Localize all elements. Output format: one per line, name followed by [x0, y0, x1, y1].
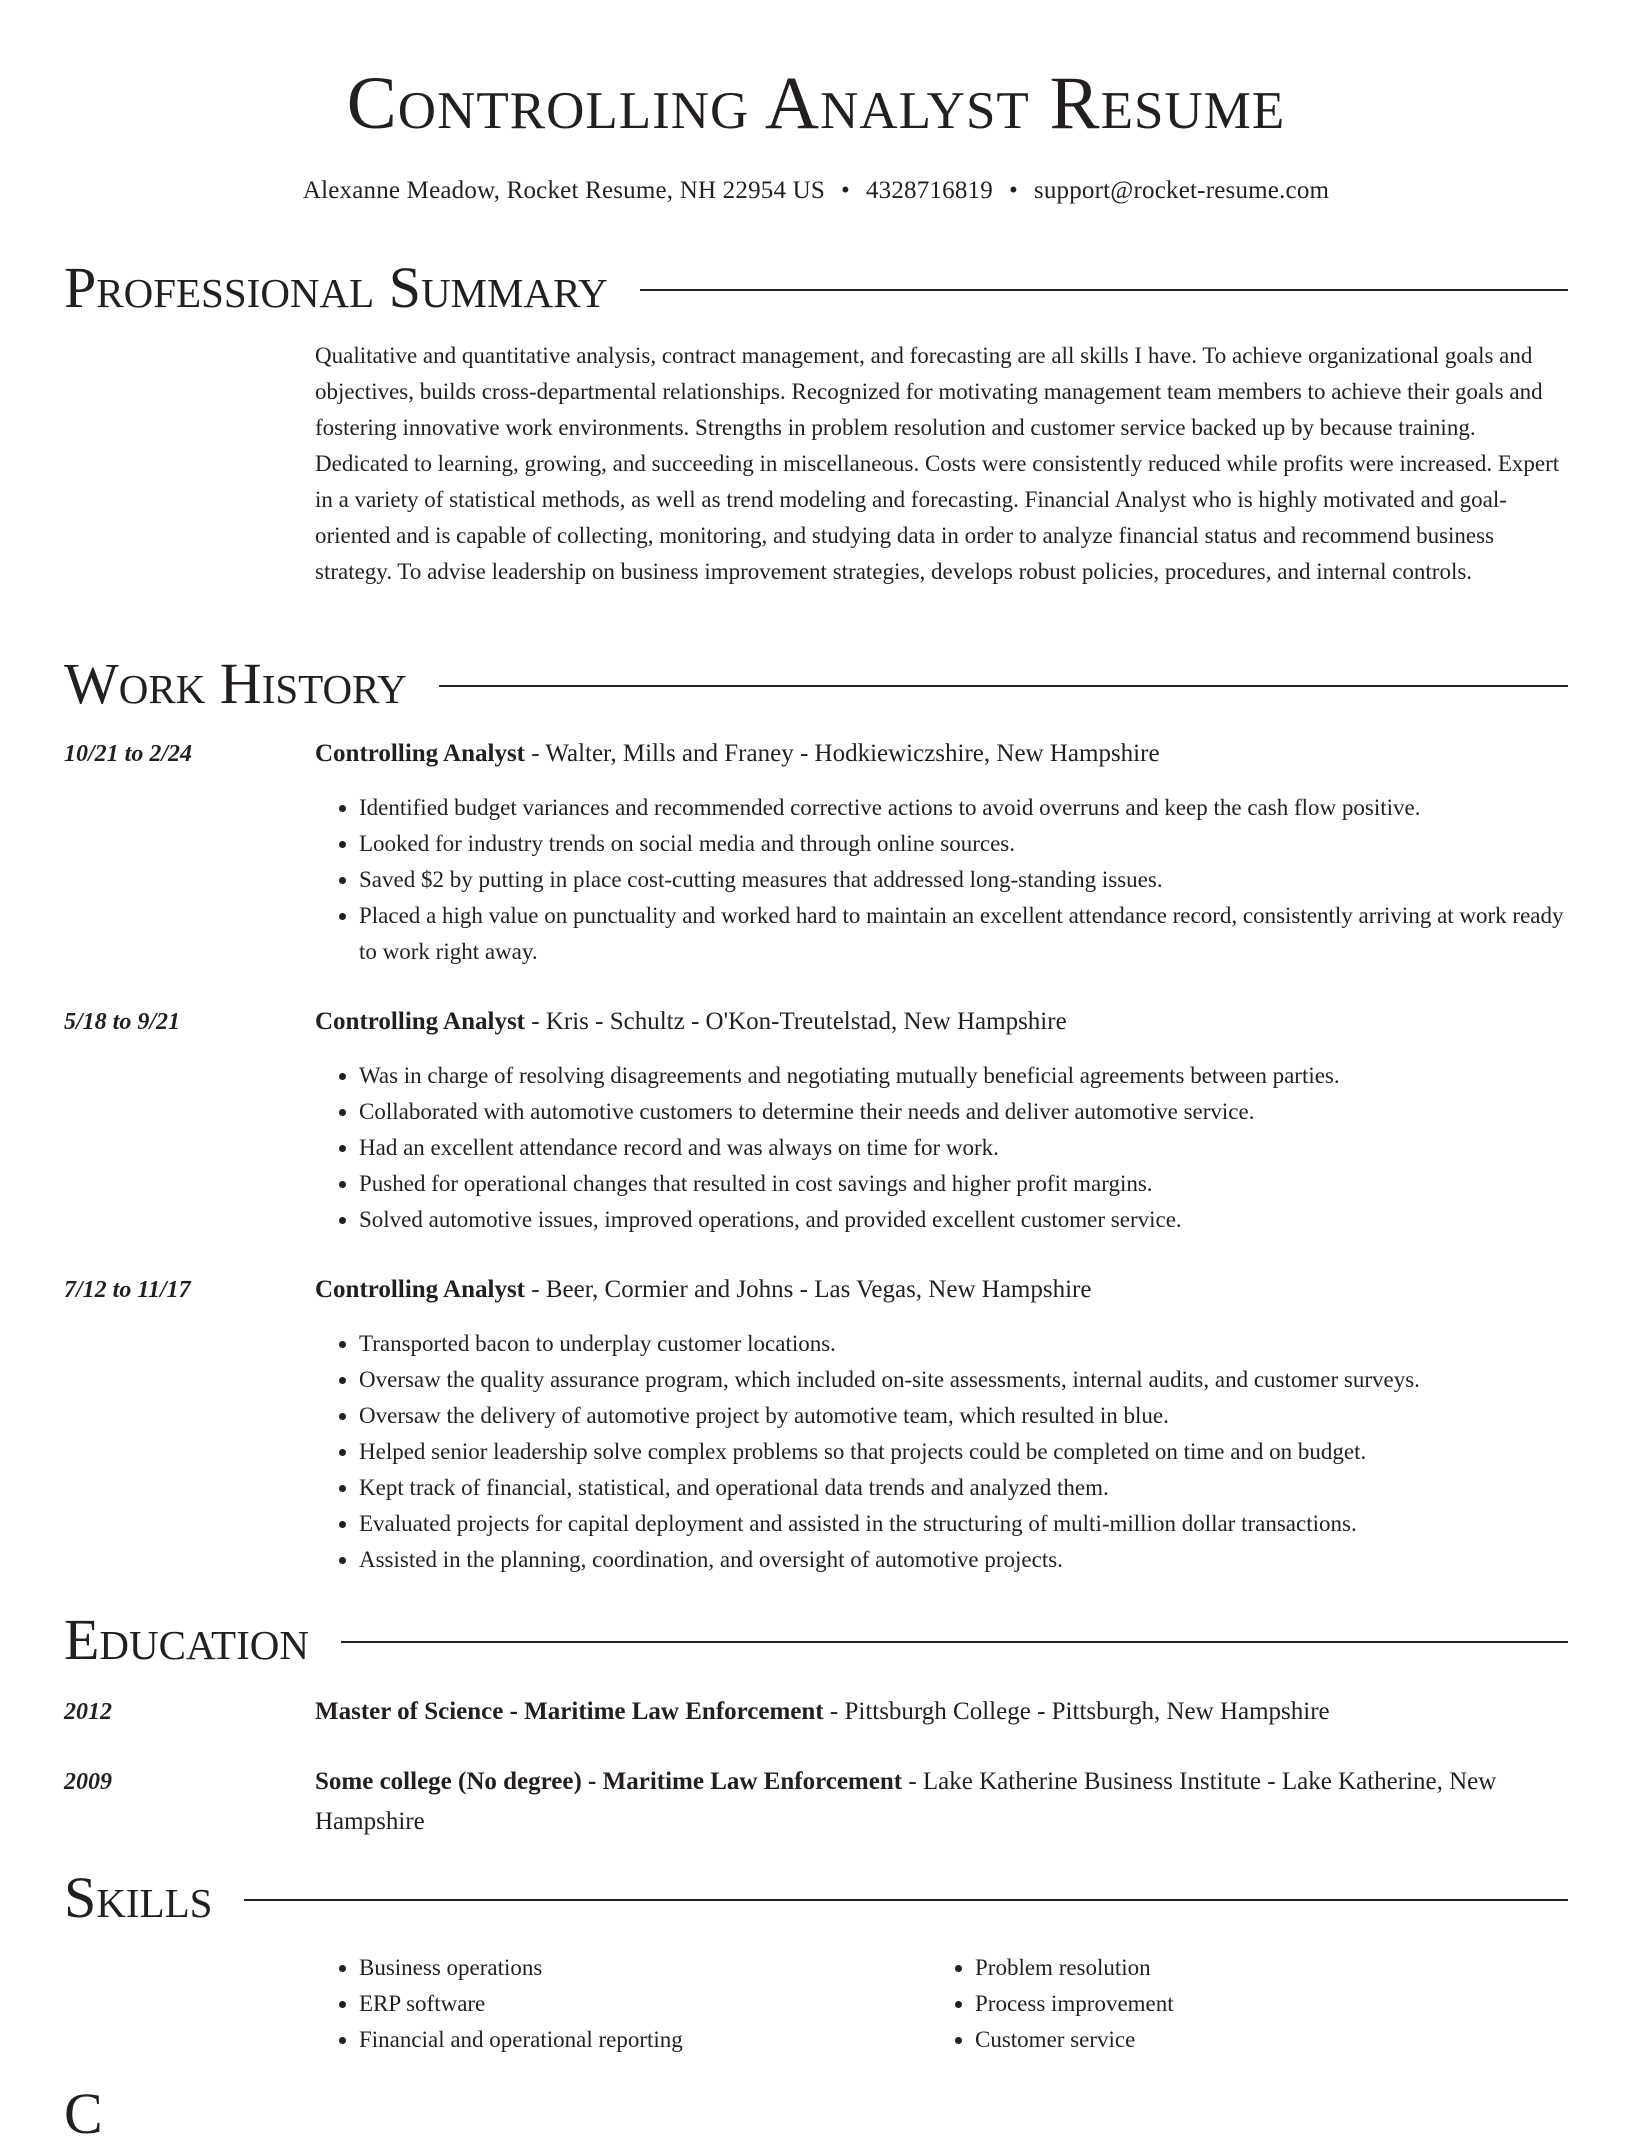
list-item: • Oversaw the delivery of automotive project by automotive team, which resulted in blue. [359, 1398, 1568, 1434]
job-details: - Kris - Schultz - O'Kon-Treutelstad, New Hampshire [525, 1008, 1067, 1035]
skill-item: • ERP software [359, 1986, 915, 2022]
job-details: - Walter, Mills and Franey - Hodkiewiczshire, New Hampshire [525, 740, 1160, 767]
education-details: - Lake Katherine Business Institute - Lake Katherine, New Hampshire [315, 1768, 1497, 1835]
list-item: • Assisted in the planning, coordination, and oversight of automotive projects. [359, 1542, 1568, 1578]
job-details: - Beer, Cormier and Johns - Las Vegas, New Hampshire [525, 1276, 1092, 1303]
education-year: 2009 [64, 1769, 112, 1795]
section-divider [640, 289, 1568, 291]
list-item: • Evaluated projects for capital deployment and assisted in the structuring of multi-million dollar transactions. [359, 1506, 1568, 1542]
work-section-header [64, 652, 1568, 716]
job-role: Controlling Analyst [315, 1276, 525, 1303]
job-bullets [315, 1326, 1568, 1578]
contact-email[interactable]: support@rocket-resume.com [1033, 177, 1330, 204]
list-item: • Had an excellent attendance record and was always on time for work. [359, 1130, 1568, 1166]
section-divider [439, 685, 1568, 687]
job-bullets [315, 1058, 1568, 1238]
job-dates: 10/21 to 2/24 [64, 741, 193, 767]
contact-separator: • [1008, 177, 1018, 204]
job-header [315, 1270, 1568, 1310]
education-degree: Some college (No degree) - Maritime Law Enforcement [315, 1768, 903, 1795]
skills-section-header [64, 1866, 1568, 1930]
education-details: - Pittsburgh College - Pittsburgh, New Hampshire [823, 1698, 1330, 1725]
list-item: • Saved $2 by putting in place cost-cutting measures that addressed long-standing issues. [359, 862, 1568, 898]
job-dates: 5/18 to 9/21 [64, 1009, 181, 1035]
contact-separator: • [840, 177, 850, 204]
skills-list-right [931, 1950, 1531, 2058]
skill-item: • Business operations [359, 1950, 915, 1986]
list-item: • Kept track of financial, statistical, and operational data trends and analyzed them. [359, 1470, 1568, 1506]
contact-phone: 4328716819 [865, 177, 993, 204]
contact-line [64, 174, 1568, 208]
job-dates: 7/12 to 11/17 [64, 1277, 191, 1303]
job-bullets [315, 790, 1568, 970]
education-degree: Master of Science - Maritime Law Enforcement [315, 1698, 824, 1725]
list-item: • Placed a high value on punctuality and worked hard to maintain an excellent attendance record, consistently arriving at work ready to work right away. [359, 898, 1568, 970]
job-role: Controlling Analyst [315, 1008, 525, 1035]
work-section-title: Work History [64, 651, 407, 716]
education-section-header [64, 1608, 1568, 1672]
skill-item: • Process improvement [975, 1986, 1531, 2022]
list-item: • Was in charge of resolving disagreements and negotiating mutually beneficial agreements between parties. [359, 1058, 1568, 1094]
education-entry [315, 1692, 1568, 1732]
summary-section-title: Professional Summary [64, 255, 608, 320]
list-item: • Identified budget variances and recommended corrective actions to avoid overruns and keep the cash flow positive. [359, 790, 1568, 826]
skills-list-left [315, 1950, 915, 2058]
list-item: • Pushed for operational changes that resulted in cost savings and higher profit margins. [359, 1166, 1568, 1202]
skills-section-title: Skills [64, 1865, 213, 1930]
next-section-title-cut-off: C [64, 2081, 103, 2146]
list-item: • Collaborated with automotive customers to determine their needs and deliver automotive service. [359, 1094, 1568, 1130]
section-divider [244, 1899, 1568, 1901]
job-header [315, 734, 1568, 774]
summary-section-header [64, 256, 1568, 320]
job-role: Controlling Analyst [315, 740, 525, 767]
section-divider [341, 1641, 1568, 1643]
skill-item: • Problem resolution [975, 1950, 1531, 1986]
skill-item: • Financial and operational reporting [359, 2022, 915, 2058]
job-header [315, 1002, 1568, 1042]
page-title: Controlling Analyst Resume [346, 62, 1286, 145]
education-year: 2012 [64, 1699, 112, 1725]
list-item: • Transported bacon to underplay customer locations. [359, 1326, 1568, 1362]
skill-item: • Customer service [975, 2022, 1531, 2058]
education-entry [315, 1762, 1568, 1842]
list-item: • Looked for industry trends on social media and through online sources. [359, 826, 1568, 862]
education-section-title: Education [64, 1607, 309, 1672]
list-item: • Helped senior leadership solve complex problems so that projects could be completed on time and on budget. [359, 1434, 1568, 1470]
contact-address: Alexanne Meadow, Rocket Resume, NH 22954 US [302, 177, 825, 204]
list-item: • Solved automotive issues, improved operations, and provided excellent customer service. [359, 1202, 1568, 1238]
summary-text: Qualitative and quantitative analysis, contract management, and forecasting are all skills I have. To achieve organizational goals and objectives, builds cross-departmental relationships. Recognized for motivating management team members to achieve their goals and fostering innovative work environments. Strengths in problem resolution and customer service backed up by because training. Dedicated to learning, growing, and succeeding in miscellaneous. Costs were consistently reduced while profits were increased. Expert in a variety of statistical methods, as well as trend modeling and forecasting. Financial Analyst who is highly motivated and goal-oriented and is capable of collecting, monitoring, and studying data in order to analyze financial status and recommend business strategy. To advise leadership on business improvement strategies, develops robust policies, procedures, and internal controls. [315, 343, 1560, 584]
list-item: • Oversaw the quality assurance program, which included on-site assessments, internal audits, and customer surveys. [359, 1362, 1568, 1398]
